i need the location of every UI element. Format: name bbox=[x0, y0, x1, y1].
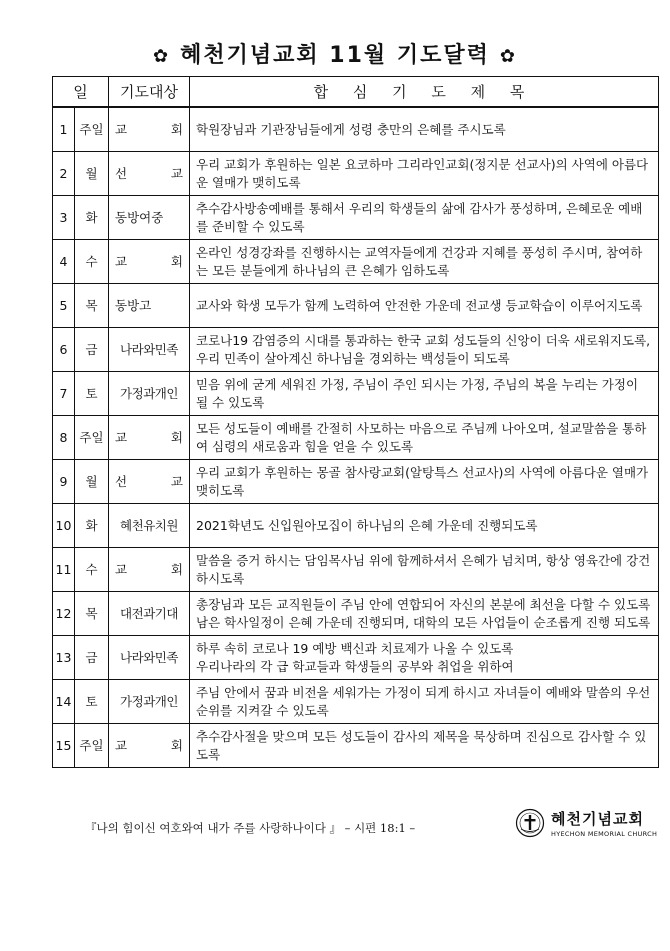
prayer-target: 선 교 bbox=[109, 152, 190, 196]
table-row bbox=[53, 724, 659, 768]
table-row bbox=[53, 152, 659, 196]
weekday: 목 bbox=[75, 592, 109, 636]
church-logo bbox=[515, 808, 657, 838]
weekday: 주일 bbox=[75, 107, 109, 152]
prayer-target: 가정과개인 bbox=[109, 680, 190, 724]
weekday: 토 bbox=[75, 372, 109, 416]
header-target: 기도대상 bbox=[109, 77, 190, 108]
weekday: 주일 bbox=[75, 416, 109, 460]
logo-english-name: HYECHON MEMORIAL CHURCH bbox=[551, 830, 658, 838]
weekday: 목 bbox=[75, 284, 109, 328]
prayer-target: 가정과개인 bbox=[109, 372, 190, 416]
prayer-topic: 총장님과 모든 교직원들이 주님 안에 연합되어 자신의 본분에 최선을 다할 수 있도록 남은 학사일정이 은혜 가운데 진행되며, 대학의 모든 사업들이 순조롭게 진행 되도록 bbox=[190, 592, 659, 636]
prayer-target: 교 회 bbox=[109, 240, 190, 284]
title-text: 혜천기념교회 11월 기도달력 bbox=[180, 43, 490, 68]
day-number: 7 bbox=[53, 372, 75, 416]
weekday: 토 bbox=[75, 680, 109, 724]
prayer-topic: 온라인 성경강좌를 진행하시는 교역자들에게 건강과 지혜를 풍성히 주시며, 참여하는 모든 분들에게 하나님의 큰 은혜가 임하도록 bbox=[190, 240, 659, 284]
church-emblem-icon bbox=[515, 808, 545, 838]
table-row bbox=[53, 548, 659, 592]
prayer-target: 교 회 bbox=[109, 107, 190, 152]
table-row bbox=[53, 284, 659, 328]
prayer-target: 혜천유치원 bbox=[109, 504, 190, 548]
table-row bbox=[53, 416, 659, 460]
prayer-topic: 모든 성도들이 예배를 간절히 사모하는 마음으로 주님께 나아오며, 설교말씀을 통하여 심령의 새로움과 힘을 얻을 수 있도록 bbox=[190, 416, 659, 460]
table-row bbox=[53, 460, 659, 504]
prayer-topic: 믿음 위에 굳게 세워진 가정, 주님이 주인 되시는 가정, 주님의 복을 누리는 가정이 될 수 있도록 bbox=[190, 372, 659, 416]
header-day: 일 bbox=[53, 77, 109, 108]
table-header-row bbox=[53, 77, 659, 108]
table-row bbox=[53, 196, 659, 240]
flower-ornament-icon: ✿ bbox=[499, 46, 517, 67]
day-number: 8 bbox=[53, 416, 75, 460]
weekday: 화 bbox=[75, 196, 109, 240]
prayer-topic: 추수감사방송예배를 통해서 우리의 학생들의 삶에 감사가 풍성하며, 은혜로운 예배를 준비할 수 있도록 bbox=[190, 196, 659, 240]
weekday: 수 bbox=[75, 548, 109, 592]
day-number: 13 bbox=[53, 636, 75, 680]
table-row bbox=[53, 636, 659, 680]
table-row bbox=[53, 592, 659, 636]
prayer-target: 나라와민족 bbox=[109, 328, 190, 372]
weekday: 금 bbox=[75, 636, 109, 680]
prayer-topic: 학원장님과 기관장님들에게 성령 충만의 은혜를 주시도록 bbox=[190, 107, 659, 152]
prayer-target: 동방고 bbox=[109, 284, 190, 328]
prayer-topic: 말씀을 증거 하시는 담임목사님 위에 함께하셔서 은혜가 넘치며, 항상 영육간에 강건하시도록 bbox=[190, 548, 659, 592]
day-number: 14 bbox=[53, 680, 75, 724]
table-row bbox=[53, 107, 659, 152]
day-number: 15 bbox=[53, 724, 75, 768]
day-number: 4 bbox=[53, 240, 75, 284]
prayer-target: 선 교 bbox=[109, 460, 190, 504]
table-row bbox=[53, 372, 659, 416]
day-number: 12 bbox=[53, 592, 75, 636]
prayer-topic: 하루 속히 코로나 19 예방 백신과 치료제가 나올 수 있도록 우리나라의 각 급 학교들과 학생들의 공부와 취업을 위하여 bbox=[190, 636, 659, 680]
page-title bbox=[0, 38, 670, 69]
prayer-target: 교 회 bbox=[109, 416, 190, 460]
weekday: 화 bbox=[75, 504, 109, 548]
prayer-target: 나라와민족 bbox=[109, 636, 190, 680]
prayer-target: 동방여중 bbox=[109, 196, 190, 240]
day-number: 11 bbox=[53, 548, 75, 592]
weekday: 금 bbox=[75, 328, 109, 372]
header-topic: 합 심 기 도 제 목 bbox=[190, 77, 659, 108]
day-number: 9 bbox=[53, 460, 75, 504]
prayer-topic: 주님 안에서 꿈과 비전을 세워가는 가정이 되게 하시고 자녀들이 예배와 말씀의 우선순위를 지켜갈 수 있도록 bbox=[190, 680, 659, 724]
prayer-topic: 추수감사절을 맞으며 모든 성도들이 감사의 제목을 묵상하며 진심으로 감사할 수 있도록 bbox=[190, 724, 659, 768]
day-number: 10 bbox=[53, 504, 75, 548]
day-number: 3 bbox=[53, 196, 75, 240]
bible-verse: 『나의 힘이신 여호와여 내가 주를 사랑하나이다 』 – 시편 18:1 – bbox=[85, 821, 416, 835]
prayer-topic: 코로나19 감염증의 시대를 통과하는 한국 교회 성도들의 신앙이 더욱 새로워지도록, 우리 민족이 살아계신 하나님을 경외하는 백성들이 되도록 bbox=[190, 328, 659, 372]
weekday: 월 bbox=[75, 152, 109, 196]
day-number: 2 bbox=[53, 152, 75, 196]
prayer-calendar-table bbox=[52, 76, 659, 768]
table-row bbox=[53, 328, 659, 372]
table-row bbox=[53, 680, 659, 724]
prayer-topic: 교사와 학생 모두가 함께 노력하여 안전한 가운데 전교생 등교학습이 이루어지도록 bbox=[190, 284, 659, 328]
prayer-topic: 2021학년도 신입원아모집이 하나님의 은혜 가운데 진행되도록 bbox=[190, 504, 659, 548]
table-row bbox=[53, 504, 659, 548]
prayer-target: 교 회 bbox=[109, 548, 190, 592]
day-number: 1 bbox=[53, 107, 75, 152]
weekday: 수 bbox=[75, 240, 109, 284]
weekday: 주일 bbox=[75, 724, 109, 768]
weekday: 월 bbox=[75, 460, 109, 504]
prayer-target: 교 회 bbox=[109, 724, 190, 768]
day-number: 6 bbox=[53, 328, 75, 372]
logo-name: 혜천기념교회 bbox=[551, 810, 644, 828]
prayer-topic: 우리 교회가 후원하는 일본 요코하마 그리라인교회(정지문 선교사)의 사역에 아름다운 열매가 맺히도록 bbox=[190, 152, 659, 196]
prayer-target: 대전과기대 bbox=[109, 592, 190, 636]
table-row bbox=[53, 240, 659, 284]
day-number: 5 bbox=[53, 284, 75, 328]
flower-ornament-icon: ✿ bbox=[153, 46, 171, 67]
prayer-topic: 우리 교회가 후원하는 몽골 참사랑교회(알탕특스 선교사)의 사역에 아름다운 열매가 맺히도록 bbox=[190, 460, 659, 504]
